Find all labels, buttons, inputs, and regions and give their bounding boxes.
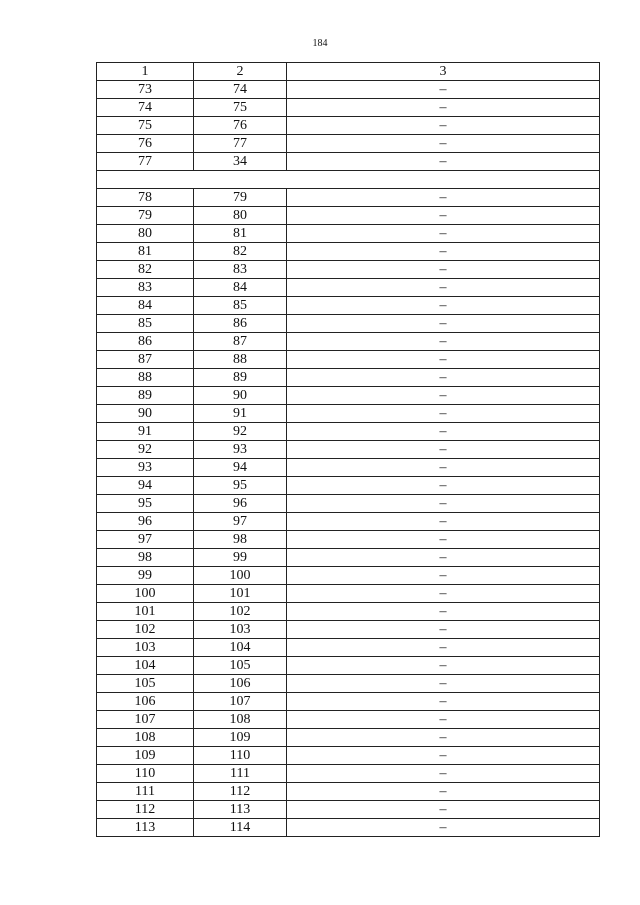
table-row <box>97 657 600 675</box>
table-cell-col-2: 86 <box>194 315 287 333</box>
table-row <box>97 297 600 315</box>
table-row <box>97 135 600 153</box>
table-cell-col-3: – <box>287 99 600 117</box>
table-cell-col-1: 108 <box>97 729 194 747</box>
table-cell-col-2: 113 <box>194 801 287 819</box>
table-row <box>97 315 600 333</box>
table-cell-col-1: 86 <box>97 333 194 351</box>
table-cell-col-3: – <box>287 531 600 549</box>
table-cell-col-1: 78 <box>97 189 194 207</box>
table-cell-col-2: 76 <box>194 117 287 135</box>
table-cell-col-1: 113 <box>97 819 194 837</box>
table-cell-col-3: – <box>287 657 600 675</box>
table-row <box>97 765 600 783</box>
table-cell-col-3: – <box>287 135 600 153</box>
table-cell-col-2: 95 <box>194 477 287 495</box>
table-row <box>97 81 600 99</box>
table-cell-col-2: 96 <box>194 495 287 513</box>
table-cell-col-3: – <box>287 621 600 639</box>
table-cell-col-3: – <box>287 459 600 477</box>
table-cell-col-1: 109 <box>97 747 194 765</box>
table-cell-col-3: – <box>287 153 600 171</box>
table-separator-row <box>97 171 600 189</box>
table-cell-col-1: 91 <box>97 423 194 441</box>
table-row <box>97 513 600 531</box>
table-cell-col-2: 103 <box>194 621 287 639</box>
table-cell-col-3: – <box>287 801 600 819</box>
table-cell-col-1: 105 <box>97 675 194 693</box>
table-cell-col-2: 82 <box>194 243 287 261</box>
table-cell-col-2: 87 <box>194 333 287 351</box>
table-cell-col-1: 106 <box>97 693 194 711</box>
table-cell-col-1: 82 <box>97 261 194 279</box>
table-row <box>97 711 600 729</box>
page-number: 184 <box>312 38 328 49</box>
table-cell-col-2: 88 <box>194 351 287 369</box>
table-row <box>97 405 600 423</box>
table-cell-col-3: – <box>287 423 600 441</box>
table-cell-col-1: 81 <box>97 243 194 261</box>
table-row <box>97 819 600 837</box>
table-cell-col-2: 110 <box>194 747 287 765</box>
table-cell-col-3: – <box>287 297 600 315</box>
table-cell-col-3: – <box>287 387 600 405</box>
table-cell-col-1: 89 <box>97 387 194 405</box>
table-cell-col-3: – <box>287 585 600 603</box>
table-row <box>97 675 600 693</box>
table-cell-col-1: 103 <box>97 639 194 657</box>
table-cell-col-3: – <box>287 351 600 369</box>
table-cell-col-3: – <box>287 513 600 531</box>
table-cell-col-3: – <box>287 225 600 243</box>
table-cell-col-2: 101 <box>194 585 287 603</box>
table-cell-col-1: 84 <box>97 297 194 315</box>
table-cell-col-2: 77 <box>194 135 287 153</box>
table-row <box>97 567 600 585</box>
table-row <box>97 693 600 711</box>
table-cell-col-2: 105 <box>194 657 287 675</box>
table-cell-col-1: 77 <box>97 153 194 171</box>
table-row <box>97 387 600 405</box>
data-table <box>96 62 600 837</box>
table-header-row <box>97 63 600 81</box>
table-cell-col-3: – <box>287 405 600 423</box>
table-cell-col-3: – <box>287 477 600 495</box>
column-header-3: 3 <box>287 63 600 81</box>
table-cell-col-3: – <box>287 243 600 261</box>
column-header-1: 1 <box>97 63 194 81</box>
table-row <box>97 423 600 441</box>
table-row <box>97 243 600 261</box>
table-cell-col-3: – <box>287 765 600 783</box>
table-cell-col-1: 107 <box>97 711 194 729</box>
table-row <box>97 531 600 549</box>
table-row <box>97 639 600 657</box>
table-cell-col-2: 83 <box>194 261 287 279</box>
table-cell-col-1: 87 <box>97 351 194 369</box>
table-cell-col-2: 90 <box>194 387 287 405</box>
table-cell-col-3: – <box>287 783 600 801</box>
table-cell-col-2: 102 <box>194 603 287 621</box>
table-cell-col-2: 112 <box>194 783 287 801</box>
table-cell-col-1: 80 <box>97 225 194 243</box>
table-row <box>97 495 600 513</box>
table-cell-col-1: 98 <box>97 549 194 567</box>
table-cell-col-3: – <box>287 639 600 657</box>
table-cell-col-1: 112 <box>97 801 194 819</box>
table-row <box>97 603 600 621</box>
table-cell-col-2: 85 <box>194 297 287 315</box>
table-cell-col-2: 84 <box>194 279 287 297</box>
table-cell-col-3: – <box>287 819 600 837</box>
table-row <box>97 117 600 135</box>
data-table-container <box>96 62 599 837</box>
table-cell-col-1: 100 <box>97 585 194 603</box>
table-cell-col-1: 99 <box>97 567 194 585</box>
table-cell-col-2: 75 <box>194 99 287 117</box>
table-row <box>97 729 600 747</box>
table-cell-col-3: – <box>287 81 600 99</box>
table-row <box>97 621 600 639</box>
table-cell-col-2: 93 <box>194 441 287 459</box>
table-row <box>97 801 600 819</box>
table-cell-col-2: 114 <box>194 819 287 837</box>
table-cell-col-2: 94 <box>194 459 287 477</box>
table-cell-col-1: 76 <box>97 135 194 153</box>
table-row <box>97 477 600 495</box>
table-row <box>97 369 600 387</box>
table-cell-col-3: – <box>287 315 600 333</box>
table-cell-col-1: 74 <box>97 99 194 117</box>
table-cell-col-1: 75 <box>97 117 194 135</box>
table-separator-cell <box>97 171 600 189</box>
table-row <box>97 189 600 207</box>
table-row <box>97 207 600 225</box>
table-row <box>97 225 600 243</box>
table-cell-col-2: 34 <box>194 153 287 171</box>
table-cell-col-3: – <box>287 189 600 207</box>
table-cell-col-1: 88 <box>97 369 194 387</box>
table-row <box>97 153 600 171</box>
table-cell-col-3: – <box>287 549 600 567</box>
table-cell-col-2: 79 <box>194 189 287 207</box>
table-cell-col-3: – <box>287 495 600 513</box>
table-cell-col-3: – <box>287 369 600 387</box>
table-cell-col-1: 104 <box>97 657 194 675</box>
table-row <box>97 333 600 351</box>
table-cell-col-2: 109 <box>194 729 287 747</box>
table-cell-col-3: – <box>287 207 600 225</box>
table-cell-col-3: – <box>287 693 600 711</box>
table-cell-col-2: 91 <box>194 405 287 423</box>
table-row <box>97 279 600 297</box>
table-cell-col-2: 106 <box>194 675 287 693</box>
table-cell-col-2: 100 <box>194 567 287 585</box>
table-cell-col-2: 92 <box>194 423 287 441</box>
table-cell-col-3: – <box>287 117 600 135</box>
table-cell-col-2: 108 <box>194 711 287 729</box>
table-cell-col-1: 97 <box>97 531 194 549</box>
table-cell-col-1: 79 <box>97 207 194 225</box>
table-cell-col-1: 93 <box>97 459 194 477</box>
table-cell-col-1: 111 <box>97 783 194 801</box>
table-cell-col-2: 74 <box>194 81 287 99</box>
table-cell-col-1: 102 <box>97 621 194 639</box>
table-cell-col-3: – <box>287 333 600 351</box>
table-cell-col-2: 80 <box>194 207 287 225</box>
table-row <box>97 261 600 279</box>
table-cell-col-1: 96 <box>97 513 194 531</box>
table-cell-col-1: 95 <box>97 495 194 513</box>
table-cell-col-3: – <box>287 261 600 279</box>
column-header-2: 2 <box>194 63 287 81</box>
table-cell-col-3: – <box>287 675 600 693</box>
table-cell-col-3: – <box>287 747 600 765</box>
table-cell-col-3: – <box>287 441 600 459</box>
table-row <box>97 549 600 567</box>
table-cell-col-3: – <box>287 567 600 585</box>
table-cell-col-2: 107 <box>194 693 287 711</box>
table-body <box>97 63 600 837</box>
table-row <box>97 351 600 369</box>
table-cell-col-3: – <box>287 711 600 729</box>
table-cell-col-1: 110 <box>97 765 194 783</box>
table-cell-col-1: 90 <box>97 405 194 423</box>
table-cell-col-1: 73 <box>97 81 194 99</box>
table-cell-col-3: – <box>287 279 600 297</box>
table-cell-col-1: 83 <box>97 279 194 297</box>
table-cell-col-2: 89 <box>194 369 287 387</box>
table-row <box>97 585 600 603</box>
table-row <box>97 99 600 117</box>
table-cell-col-2: 97 <box>194 513 287 531</box>
table-cell-col-1: 92 <box>97 441 194 459</box>
table-cell-col-3: – <box>287 729 600 747</box>
table-cell-col-1: 94 <box>97 477 194 495</box>
table-cell-col-2: 99 <box>194 549 287 567</box>
table-cell-col-1: 101 <box>97 603 194 621</box>
table-row <box>97 459 600 477</box>
table-cell-col-2: 98 <box>194 531 287 549</box>
table-cell-col-2: 111 <box>194 765 287 783</box>
table-row <box>97 783 600 801</box>
table-row <box>97 747 600 765</box>
table-cell-col-3: – <box>287 603 600 621</box>
table-cell-col-2: 104 <box>194 639 287 657</box>
table-cell-col-2: 81 <box>194 225 287 243</box>
table-cell-col-1: 85 <box>97 315 194 333</box>
table-row <box>97 441 600 459</box>
